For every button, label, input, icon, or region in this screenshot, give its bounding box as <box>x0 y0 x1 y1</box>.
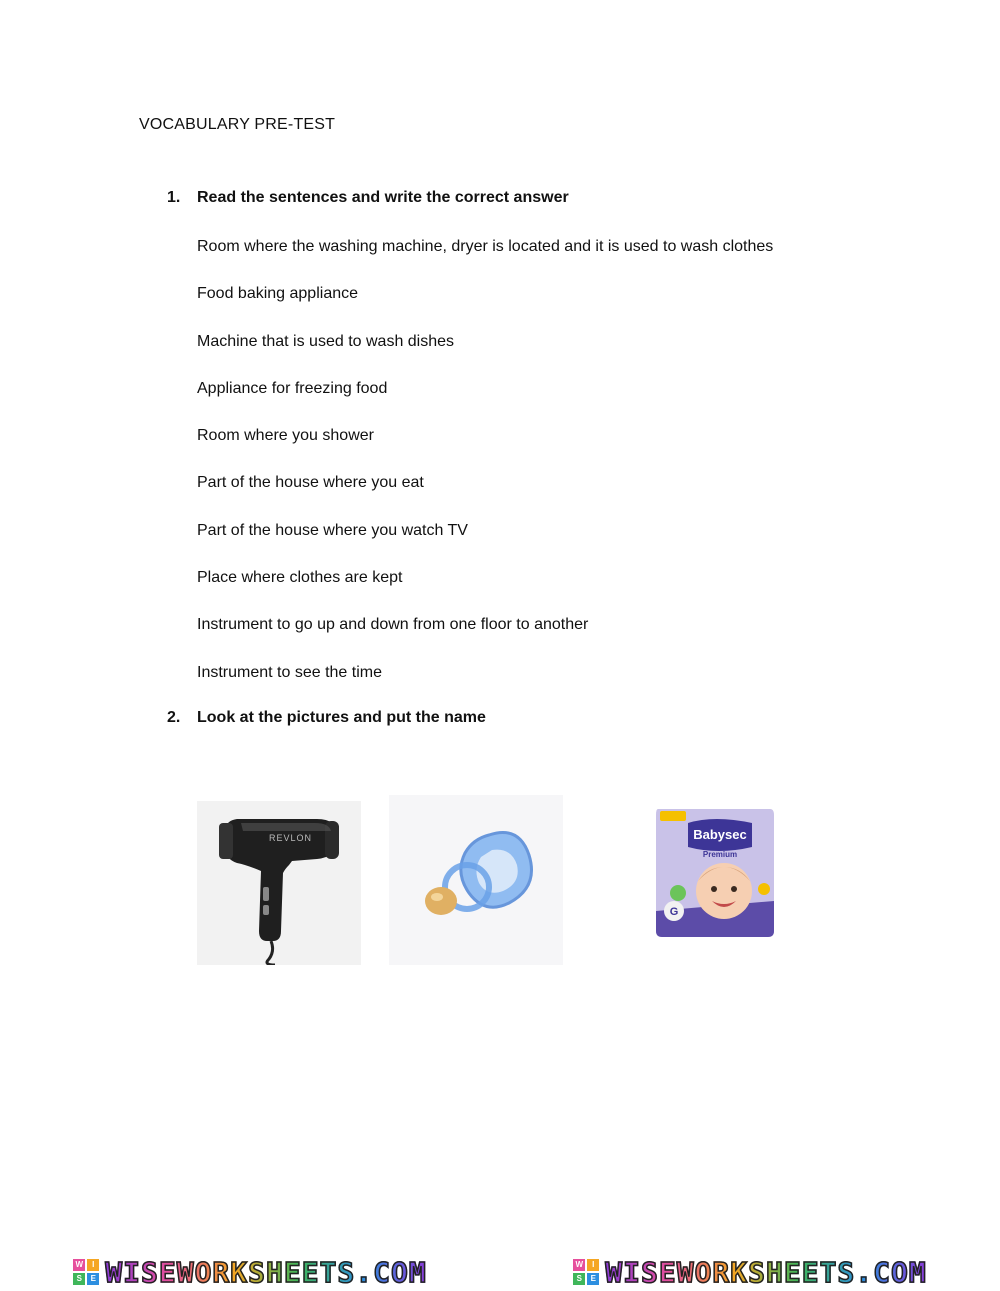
footer-text: WISEWORKSHEETS.COM <box>605 1255 927 1289</box>
question-item: Place where clothes are kept <box>197 569 403 587</box>
logo-letter: I <box>587 1259 599 1271</box>
diaper-pack-icon <box>648 801 780 941</box>
diaper-brand-text: Babysec <box>693 827 747 842</box>
hair-dryer-picture <box>197 801 361 965</box>
logo-blocks-icon <box>573 1259 599 1285</box>
section-1-number: 1. <box>167 189 181 206</box>
diapers-picture <box>648 801 780 941</box>
dryer-brand-text: REVLON <box>269 833 313 843</box>
logo-letter: W <box>73 1259 85 1271</box>
footer-text: WISEWORKSHEETS.COM <box>105 1255 427 1289</box>
logo-letter: W <box>573 1259 585 1271</box>
footer-mark <box>73 1256 426 1289</box>
pacifier-picture <box>389 795 563 965</box>
question-list <box>197 237 773 710</box>
footer-watermark <box>0 1253 1000 1291</box>
page-title: VOCABULARY PRE-TEST <box>139 116 336 133</box>
section-1-title: Read the sentences and write the correct answer <box>197 189 569 206</box>
question-item: Room where you shower <box>197 427 374 445</box>
section-1-heading <box>167 189 569 207</box>
section-2-heading <box>167 709 486 727</box>
logo-blocks-icon <box>73 1259 99 1285</box>
section-2-number: 2. <box>167 709 181 726</box>
question-item: Part of the house where you eat <box>197 474 424 492</box>
question-item: Machine that is used to wash dishes <box>197 332 455 350</box>
question-item: Room where the washing machine, dryer is located and it is used to wash clothes <box>197 238 774 255</box>
logo-letter: S <box>73 1273 85 1285</box>
diaper-line-text: Premium <box>702 850 738 859</box>
pacifier-icon <box>389 795 563 965</box>
question-item: Food baking appliance <box>197 285 359 303</box>
question-item: Part of the house where you watch TV <box>197 521 468 539</box>
diaper-size-text: G <box>669 906 679 918</box>
footer-mark <box>573 1256 926 1289</box>
question-item: Appliance for freezing food <box>197 379 388 397</box>
logo-letter: I <box>87 1259 99 1271</box>
question-item: Instrument to see the time <box>197 663 382 681</box>
hair-dryer-icon <box>197 801 361 965</box>
logo-letter: S <box>573 1273 585 1285</box>
question-item: Instrument to go up and down from one floor to another <box>197 616 589 634</box>
section-2-title: Look at the pictures and put the name <box>197 709 486 726</box>
logo-letter: E <box>587 1273 599 1285</box>
logo-letter: E <box>87 1273 99 1285</box>
